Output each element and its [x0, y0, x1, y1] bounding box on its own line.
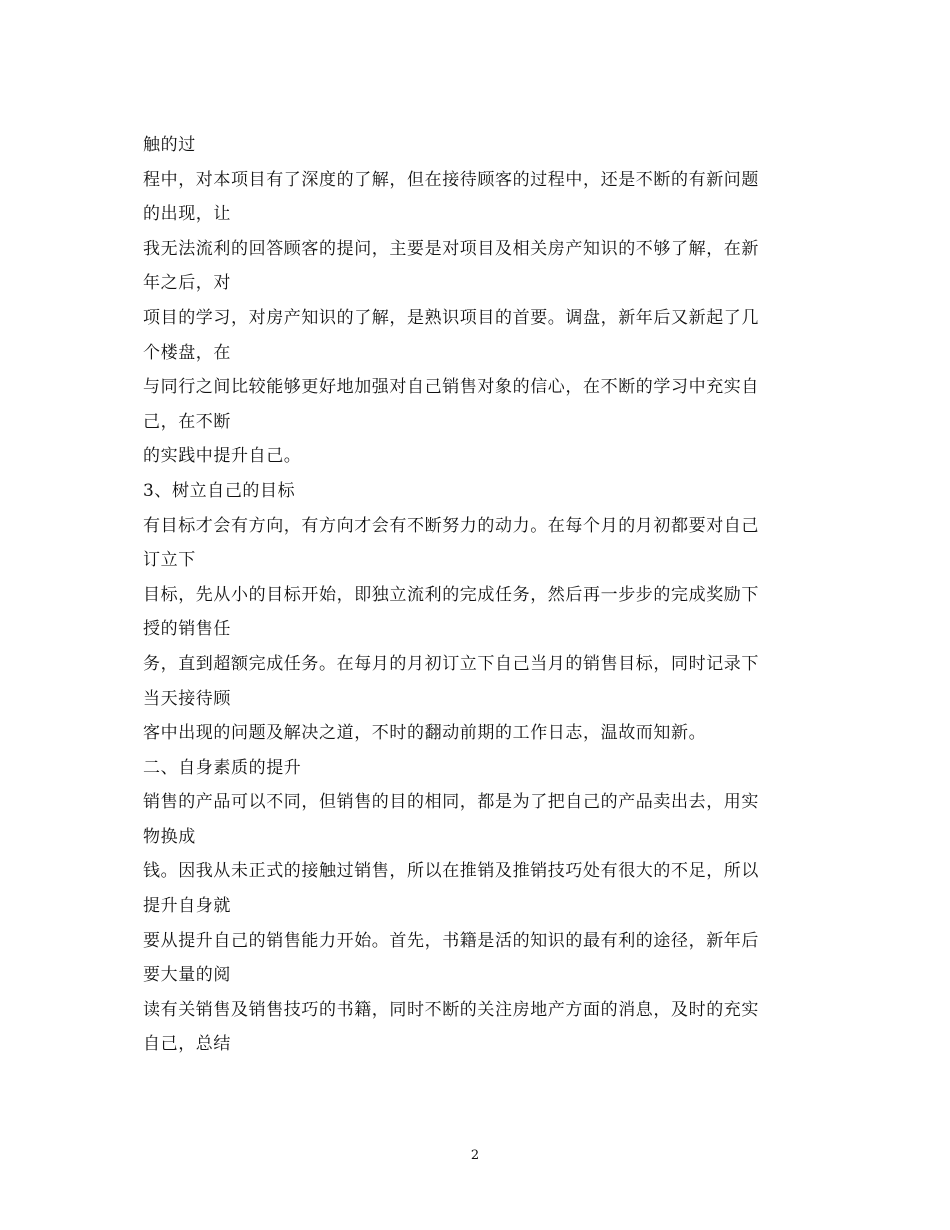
- text-line: 客中出现的问题及解决之道，不时的翻动前期的工作日志，温故而知新。: [143, 723, 707, 744]
- text-line: 授的销售任: [143, 619, 231, 640]
- text-line: 钱。因我从未正式的接触过销售，所以在推销及推销技巧处有很大的不足，所以: [143, 861, 759, 882]
- text-line: 个楼盘，在: [143, 342, 231, 363]
- section-heading: 3、树立自己的目标: [143, 480, 296, 501]
- text-line: 提升自身就: [143, 896, 231, 917]
- text-line: 与同行之间比较能够更好地加强对自己销售对象的信心，在不断的学习中充实自: [143, 377, 759, 398]
- text-line: 目标，先从小的目标开始，即独立流利的完成任务，然后再一步步的完成奖励下: [143, 584, 759, 605]
- text-line: 年之后，对: [143, 273, 231, 294]
- text-line: 订立下: [143, 550, 196, 571]
- text-line: 我无法流利的回答顾客的提问，主要是对项目及相关房产知识的不够了解，在新: [143, 238, 759, 259]
- page-number: 2: [470, 1148, 480, 1163]
- text-line: 项目的学习，对房产知识的了解，是熟识项目的首要。调盘，新年后又新起了几: [143, 307, 759, 328]
- text-line: 触的过: [143, 135, 196, 155]
- text-line: 的出现，让: [143, 204, 231, 225]
- text-line: 己，在不断: [143, 411, 231, 432]
- section-heading: 二、自身素质的提升: [143, 757, 302, 778]
- text-line: 要大量的阅: [143, 965, 231, 986]
- text-line: 物换成: [143, 826, 196, 847]
- body-text: [143, 128, 813, 1062]
- text-line: 要从提升自己的销售能力开始。首先，书籍是活的知识的最有利的途径，新年后: [143, 930, 759, 951]
- text-line: 自己，总结: [143, 1034, 231, 1055]
- text-line: 读有关销售及销售技巧的书籍，同时不断的关注房地产方面的消息，及时的充实: [143, 999, 759, 1020]
- text-line: 有目标才会有方向，有方向才会有不断努力的动力。在每个月的月初都要对自己: [143, 515, 759, 536]
- text-line: 程中，对本项目有了深度的了解，但在接待顾客的过程中，还是不断的有新问题: [143, 169, 759, 190]
- text-line: 当天接待顾: [143, 688, 231, 709]
- text-line: 务，直到超额完成任务。在每月的月初订立下自己当月的销售目标，同时记录下: [143, 653, 759, 674]
- text-line: 销售的产品可以不同，但销售的目的相同，都是为了把自己的产品卖出去，用实: [143, 792, 759, 813]
- text-line: 的实践中提升自己。: [143, 446, 302, 467]
